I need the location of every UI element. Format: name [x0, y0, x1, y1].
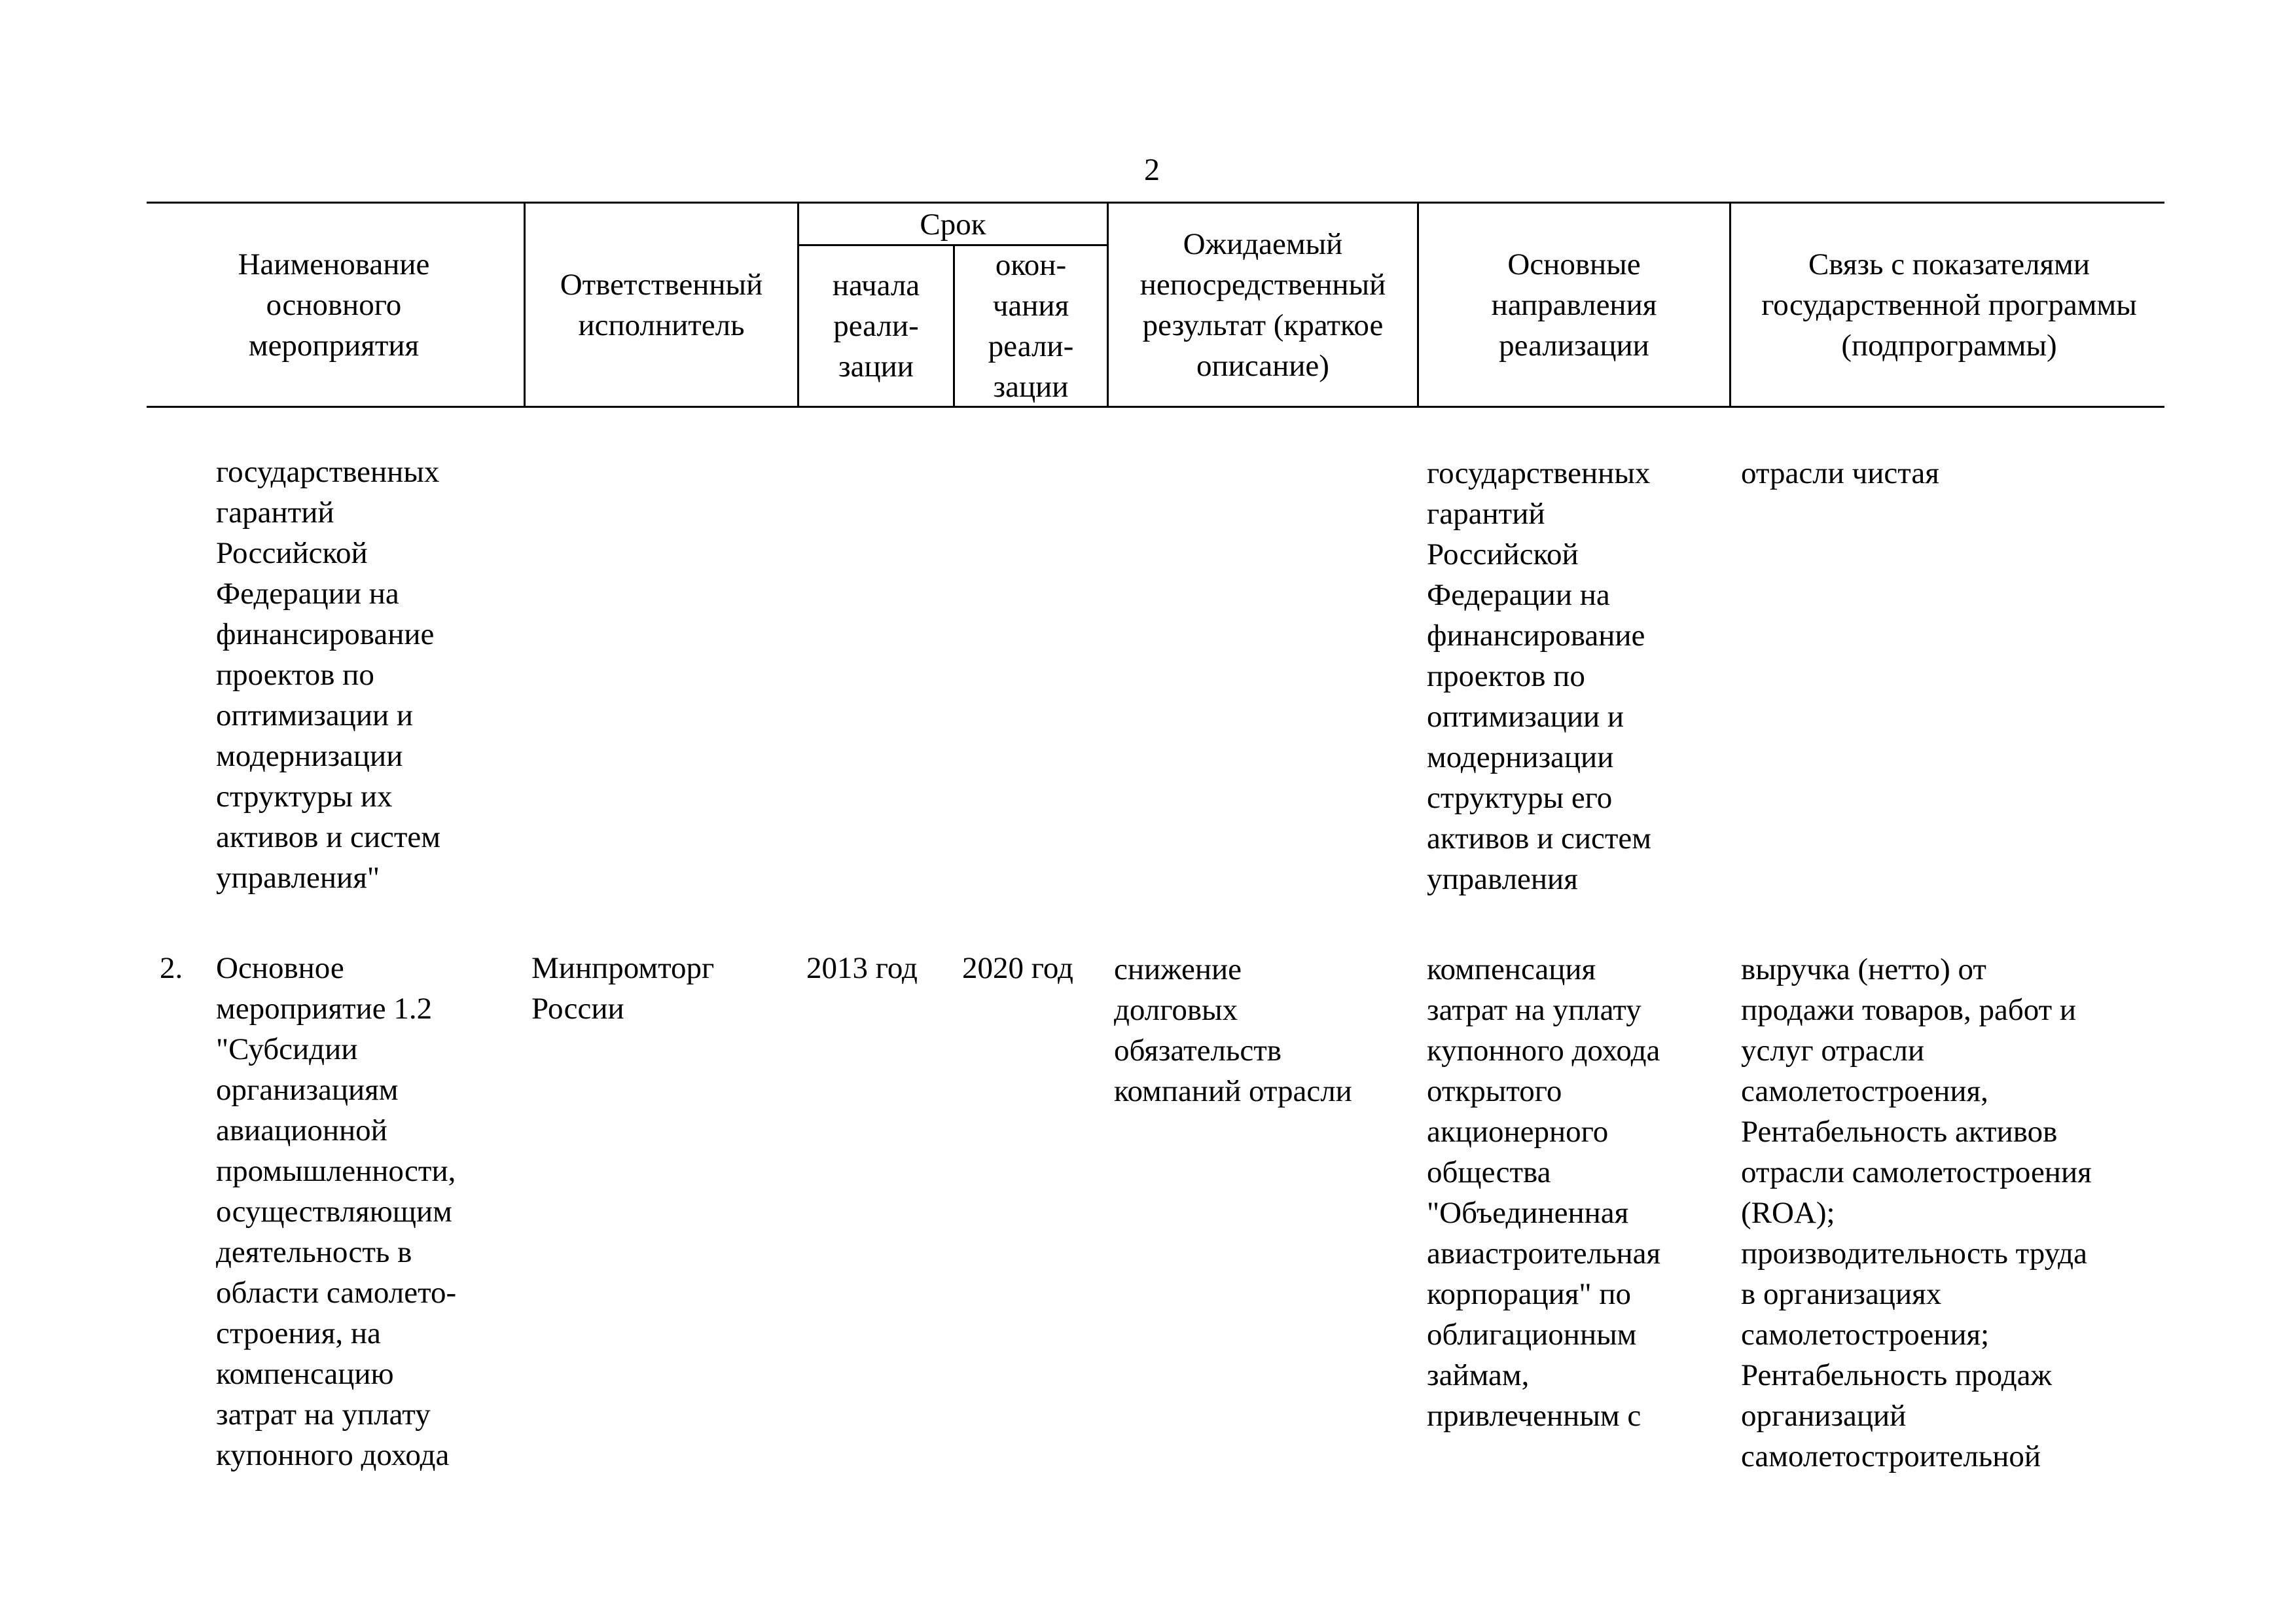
row-2-link: выручка (нетто) от продажи товаров, работ и услуг отрасли самолетостроения, Рентабельность активов отрасли самолетостроения (ROA); производительность труда в организациях самолетостроения; Рентабельность продаж организаций самолетостроительной: [1741, 952, 2092, 1473]
table-header-bottom-border: [147, 406, 2164, 408]
row-2-directions: компенсация затрат на уплату купонного дохода открытого акционерного общества "Объединенная авиастроительная корпорация" по облигационным займам, привлеченным с: [1427, 952, 1661, 1433]
header-name: Наименование основного мероприятия: [238, 247, 430, 363]
header-term: Срок: [920, 207, 986, 242]
header-term-start: начала реали- зации: [832, 268, 920, 384]
row-1-directions: государственных гарантий Российской Федерации на финансирование проектов по оптимизации и модернизации структуры его активов и систем управления: [1427, 456, 1651, 896]
header-result: Ожидаемый непосредственный результат (краткое описание): [1139, 227, 1386, 383]
header-term-end: окон- чания реали- зации: [988, 248, 1074, 404]
table-top-border: [147, 202, 2164, 204]
page-number: 2: [1144, 153, 1160, 187]
row-2-name: Основное мероприятие 1.2 "Субсидии организациям авиационной промышленности, осуществляющим деятельность в области самолето- строения, на компенсацию затрат на уплату купонного дохода: [216, 951, 457, 1472]
row-1-link: отрасли чистая: [1741, 456, 1939, 490]
column-divider: [1417, 203, 1419, 407]
header-link: Связь с показателями государственной программы (подпрограммы): [1761, 247, 2137, 363]
header-responsible: Ответственный исполнитель: [560, 268, 763, 342]
header-directions: Основные направления реализации: [1491, 247, 1657, 363]
row-2-result: снижение долговых обязательств компаний отрасли: [1114, 952, 1352, 1108]
column-divider: [1729, 203, 1731, 407]
row-2-end: 2020 год: [962, 951, 1073, 985]
row-2-responsible: Минпромторг России: [531, 951, 715, 1026]
row-2-start: 2013 год: [806, 951, 918, 985]
row-2-number: 2.: [160, 951, 183, 985]
row-1-name: государственных гарантий Российской Федерации на финансирование проектов по оптимизации и модернизации структуры их активов и систем управления": [216, 455, 440, 895]
